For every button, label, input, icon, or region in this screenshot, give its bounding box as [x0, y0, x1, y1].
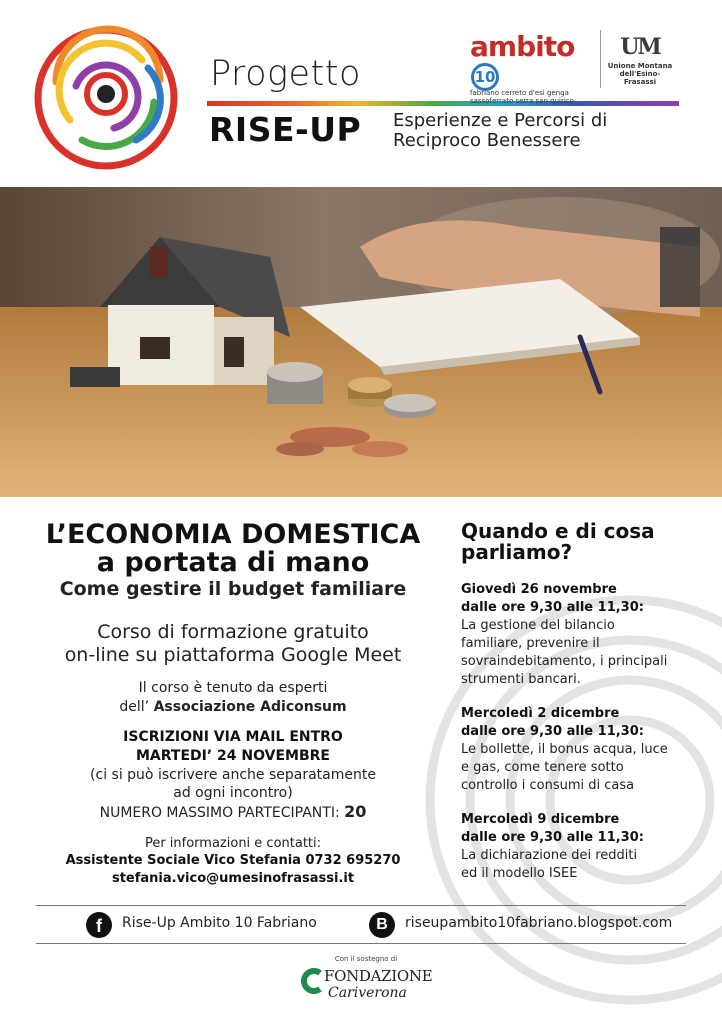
fondazione-c-icon — [300, 968, 326, 994]
max-participants: NUMERO MASSIMO PARTECIPANTI: 20 — [99, 802, 367, 821]
blog-link[interactable]: riseupambito10fabriano.blogspot.com — [405, 915, 673, 931]
facebook-page-link[interactable]: Rise-Up Ambito 10 Fabriano — [122, 915, 317, 931]
schedule — [461, 521, 701, 883]
registration-note: (ci si può iscrivere anche separatamente ad ogni incontro) — [90, 767, 376, 801]
project-title: RISE-UP — [209, 110, 362, 149]
fondazione-sub: Cariverona — [328, 985, 407, 1001]
progetto-label: Progetto — [210, 54, 361, 94]
footer-divider-bottom — [36, 943, 686, 944]
blogger-icon[interactable]: B — [369, 912, 395, 938]
um-text: Unione Montana dell'Esino-Frasassi — [607, 62, 673, 86]
rise-up-logo-rings — [32, 22, 180, 170]
logo-divider — [600, 30, 601, 88]
um-mark: UM — [620, 34, 660, 60]
ambito-word: ambito — [470, 30, 575, 63]
house-coins-photo — [0, 187, 722, 497]
main-title: L’ECONOMIA DOMESTICA a portata di mano — [45, 519, 421, 578]
registration-deadline: ISCRIZIONI VIA MAIL ENTRO MARTEDI’ 24 NOVEMBRE — [123, 729, 343, 764]
schedule-title: Quando e di cosa parliamo? — [461, 519, 655, 564]
course-description: Corso di formazione gratuito on-line su piattaforma Google Meet — [64, 621, 402, 666]
footer-divider-top — [36, 905, 686, 906]
adiconsum-name: Associazione Adiconsum — [153, 699, 347, 715]
session-2: Mercoledì 2 dicembre dalle ore 9,30 alle 11,30: Le bollette, il bonus acqua, luce e gas, come tenere sotto controllo i consumi di casa — [461, 706, 668, 793]
course-info — [28, 521, 438, 888]
contact-person: Assistente Sociale Vico Stefania 0732 695270 — [65, 853, 401, 868]
sponsor-block — [300, 955, 433, 1001]
project-subtitle: Esperienze e Percorsi di Reciproco Benessere — [393, 110, 608, 151]
fondazione-name: FONDAZIONE — [324, 967, 433, 985]
session-1: Giovedì 26 novembre dalle ore 9,30 alle 11,30: La gestione del bilancio familiare, prevenire il sovraindebitamento, i principali strumenti bancari. — [461, 582, 668, 687]
ambito-number: 10 — [471, 63, 499, 91]
ambito-10-logo — [470, 30, 596, 105]
ambito-towns: fabriano cerreto d'esi genga sassoferrato serra san quirico — [470, 89, 574, 105]
facebook-icon[interactable]: f — [86, 912, 112, 938]
max-participants-value: 20 — [344, 802, 367, 821]
support-label: Con il sostegno di — [334, 955, 398, 963]
info-label: Per informazioni e contatti: — [144, 836, 322, 851]
rainbow-divider — [207, 101, 679, 106]
unione-montana-logo — [606, 34, 674, 86]
main-subtitle: Come gestire il budget familiare — [59, 578, 407, 600]
contact-email[interactable]: stefania.vico@umesinofrasassi.it — [111, 871, 355, 886]
course-teachers: Il corso è tenuto da esperti dell’ Associazione Adiconsum — [119, 680, 347, 715]
session-3: Mercoledì 9 dicembre dalle ore 9,30 alle 11,30: La dichiarazione dei redditi ed il modello ISEE — [461, 812, 644, 881]
